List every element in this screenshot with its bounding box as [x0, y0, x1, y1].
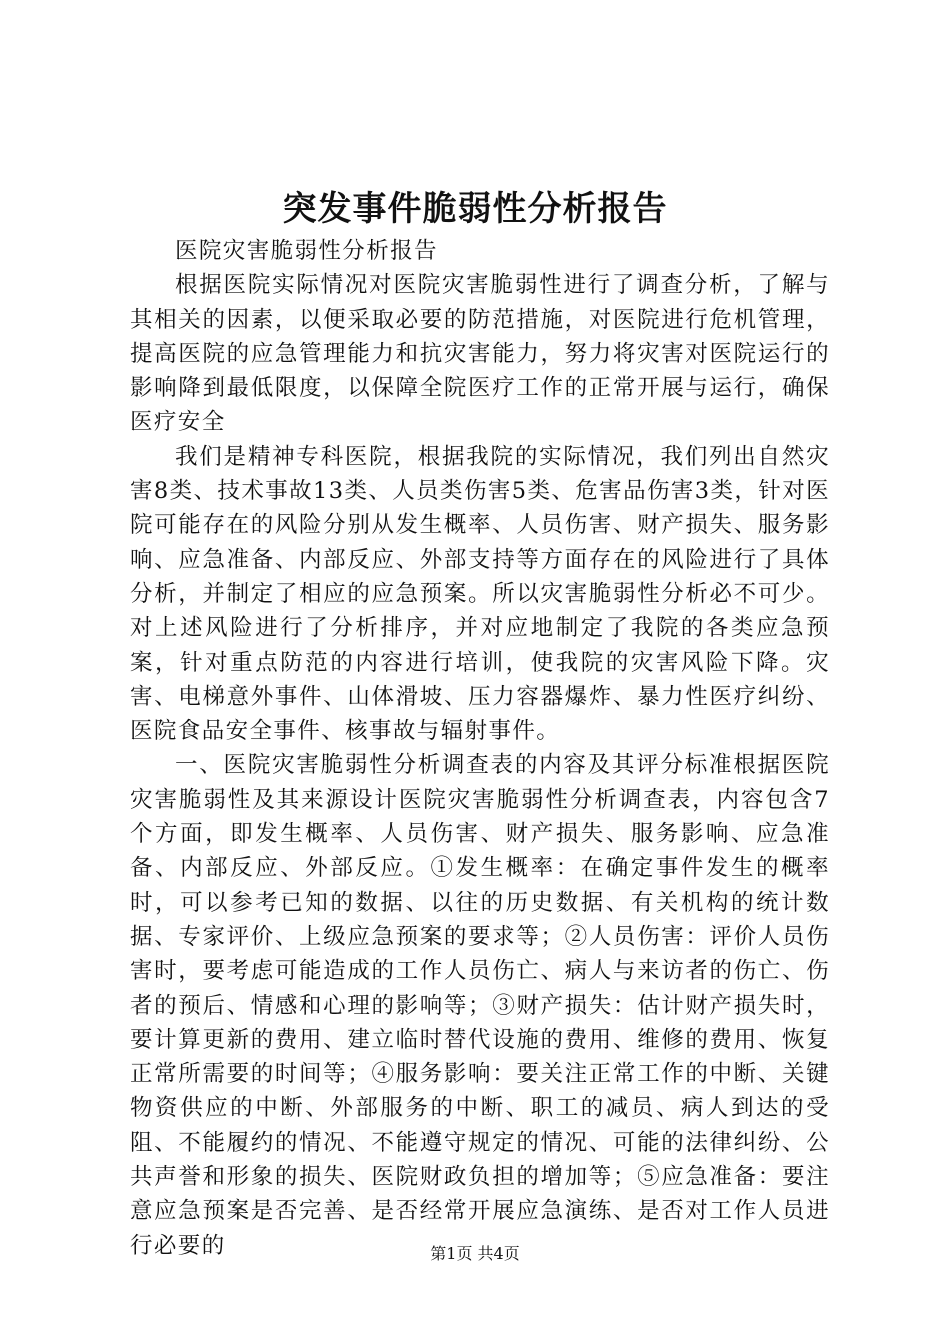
- paragraph-subtitle: 医院灾害脆弱性分析报告: [175, 238, 438, 264]
- page-footer: 第1页 共4页: [430, 1244, 520, 1263]
- document-body: [130, 234, 830, 1263]
- page-title: 突发事件脆弱性分析报告: [282, 189, 668, 229]
- paragraph-risk-overview: 我们是精神专科医院，根据我院的实际情况，我们列出自然灾害8类、技术事故13类、人员类伤害5类、危害品伤害3类，针对医院可能存在的风险分别从发生概率、人员伤害、财产损失、服务影响、应急准备、内部反应、外部支持等方面存在的风险进行了具体分析，并制定了相应的应急预案。所以灾害脆弱性分析必不可少。对上述风险进行了分析排序，并对应地制定了我院的各类应急预案，针对重点防范的内容进行培训，使我院的灾害风险下降。灾害、电梯意外事件、山体滑坡、压力容器爆炸、暴力性医疗纠纷、医院食品安全事件、核事故与辐射事件。: [130, 443, 830, 745]
- paragraph-survey-section: 一、医院灾害脆弱性分析调查表的内容及其评分标准根据医院灾害脆弱性及其来源设计医院灾害脆弱性分析调查表，内容包含7个方面，即发生概率、人员伤害、财产损失、服务影响、应急准备、内部反应、外部反应。①发生概率：在确定事件发生的概率时，可以参考已知的数据、以往的历史数据、有关机构的统计数据、专家评价、上级应急预案的要求等；②人员伤害：评价人员伤害时，要考虑可能造成的工作人员伤亡、病人与来访者的伤亡、伤者的预后、情感和心理的影响等；③财产损失：估计财产损失时，要计算更新的费用、建立临时替代设施的费用、维修的费用、恢复正常所需要的时间等；④服务影响：要关注正常工作的中断、关键物资供应的中断、外部服务的中断、职工的减员、病人到达的受阻、不能履约的情况、不能遵守规定的情况、可能的法律纠纷、公共声誉和形象的损失、医院财政负担的增加等；⑤应急准备：要注意应急预案是否完善、是否经常开展应急演练、是否对工作人员进行必要的: [130, 752, 830, 1259]
- paragraph-intro: 根据医院实际情况对医院灾害脆弱性进行了调查分析，了解与其相关的因素，以便采取必要的防范措施，对医院进行危机管理，提高医院的应急管理能力和抗灾害能力，努力将灾害对医院运行的影响降到最低限度，以保障全院医疗工作的正常开展与运行，确保医疗安全: [130, 272, 830, 436]
